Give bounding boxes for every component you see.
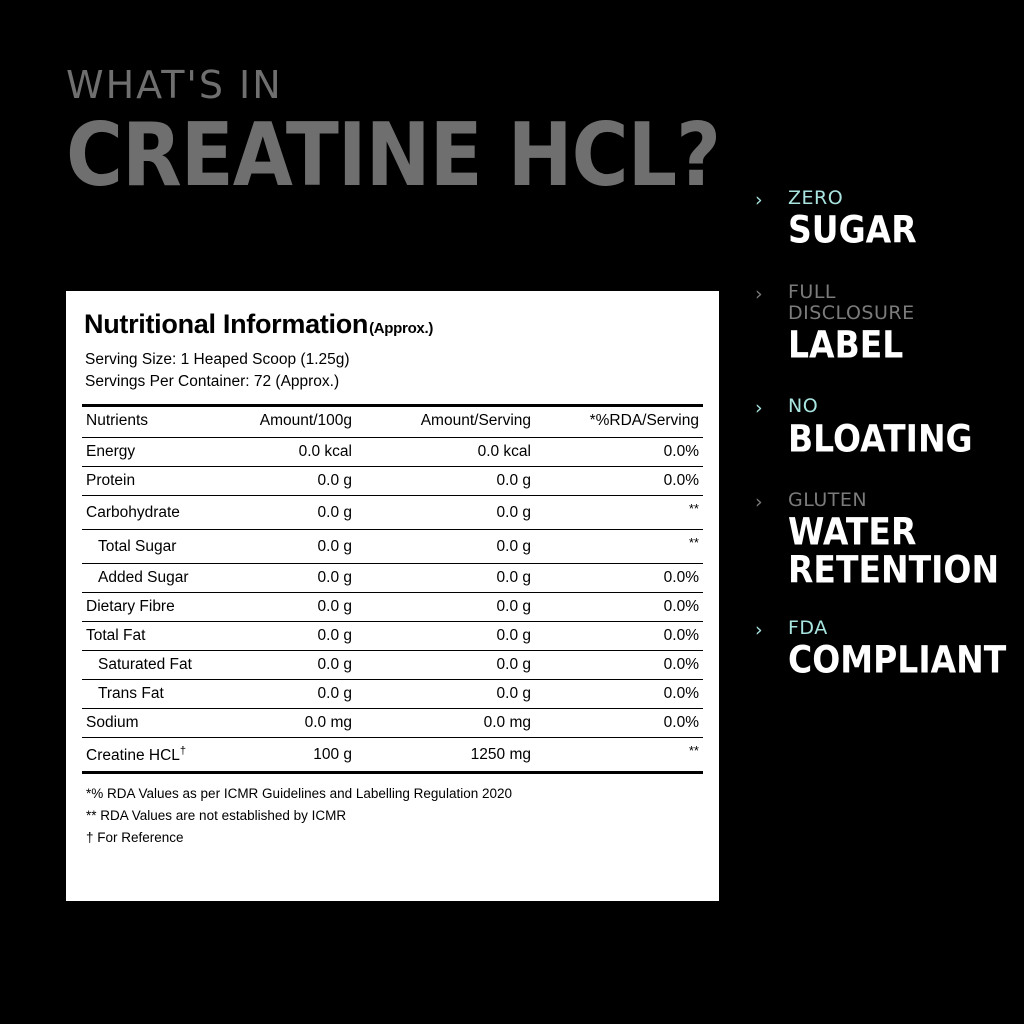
nutrient-amount-serving: 0.0 g bbox=[378, 622, 553, 651]
nutrient-amount-100g: 100 g bbox=[213, 738, 378, 773]
column-header-rda-serving: *%RDA/Serving bbox=[553, 405, 703, 437]
chevron-right-icon: › bbox=[755, 282, 763, 305]
nutrient-amount-100g: 0.0 g bbox=[213, 564, 378, 593]
column-header-amount-100g: Amount/100g bbox=[213, 405, 378, 437]
feature-qualifier: NO bbox=[788, 395, 819, 418]
column-header-nutrients: Nutrients bbox=[82, 405, 213, 437]
feature-item bbox=[755, 395, 1005, 461]
nutrition-panel-title-text: Nutritional Information bbox=[84, 309, 369, 339]
feature-headline: BLOATING bbox=[788, 416, 973, 461]
feature-qualifier: GLUTEN bbox=[788, 489, 868, 511]
nutrient-rda: ** bbox=[553, 530, 703, 564]
feature-item bbox=[755, 187, 1005, 252]
chevron-right-icon: › bbox=[755, 491, 763, 513]
nutrient-amount-100g: 0.0 g bbox=[213, 530, 378, 564]
nutrition-panel-title bbox=[82, 309, 703, 340]
nutrient-amount-serving: 0.0 g bbox=[378, 530, 553, 564]
nutrient-amount-serving: 0.0 g bbox=[378, 564, 553, 593]
nutrient-rda: ** bbox=[553, 738, 703, 773]
nutrient-name: Energy bbox=[82, 437, 213, 466]
serving-size: Serving Size: 1 Heaped Scoop (1.25g) bbox=[85, 351, 350, 368]
servings-per-container: Servings Per Container: 72 (Approx.) bbox=[85, 373, 340, 391]
feature-qualifier: ZERO bbox=[788, 187, 844, 209]
nutrient-rda: 0.0% bbox=[553, 437, 703, 466]
footnote-for-reference: † For Reference bbox=[86, 830, 184, 846]
page-title-line2: CREATINE HCL? bbox=[66, 104, 721, 207]
feature-headline: SUGAR bbox=[788, 207, 917, 252]
feature-item bbox=[755, 280, 1005, 367]
feature-list bbox=[755, 188, 1005, 711]
table-row bbox=[82, 709, 703, 738]
table-row bbox=[82, 651, 703, 680]
nutrient-amount-serving: 0.0 g bbox=[378, 593, 553, 622]
chevron-right-icon: › bbox=[755, 397, 763, 420]
table-row bbox=[82, 593, 703, 622]
nutrient-rda: 0.0% bbox=[553, 651, 703, 680]
chevron-right-icon: › bbox=[755, 618, 763, 641]
chevron-right-icon: › bbox=[755, 189, 763, 211]
nutrient-name: Dietary Fibre bbox=[82, 593, 213, 622]
table-row bbox=[82, 530, 703, 564]
table-row bbox=[82, 495, 703, 529]
table-row bbox=[82, 738, 703, 773]
nutrition-panel-title-approx: (Approx.) bbox=[369, 320, 434, 337]
nutrient-name: Protein bbox=[82, 466, 213, 495]
column-header-amount-serving: Amount/Serving bbox=[378, 405, 553, 437]
table-row bbox=[82, 622, 703, 651]
serving-info bbox=[82, 349, 703, 394]
footnotes bbox=[82, 783, 703, 849]
nutrient-name: Carbohydrate bbox=[82, 495, 213, 529]
nutrient-rda: ** bbox=[553, 495, 703, 529]
nutrient-name: Saturated Fat bbox=[82, 651, 213, 680]
nutrient-rda: 0.0% bbox=[553, 593, 703, 622]
feature-headline: WATER RETENTION bbox=[788, 509, 1000, 593]
nutrient-amount-100g: 0.0 g bbox=[213, 622, 378, 651]
nutrient-amount-100g: 0.0 g bbox=[213, 466, 378, 495]
page-title bbox=[66, 63, 721, 207]
nutrient-amount-serving: 0.0 g bbox=[378, 651, 553, 680]
nutrient-rda: 0.0% bbox=[553, 622, 703, 651]
nutrient-name: Total Sugar bbox=[82, 530, 213, 564]
footnote-rda-icmr: *% RDA Values as per ICMR Guidelines and Labelling Regulation 2020 bbox=[86, 786, 513, 802]
table-row bbox=[82, 466, 703, 495]
nutrient-rda: 0.0% bbox=[553, 680, 703, 709]
feature-item bbox=[755, 489, 1005, 593]
feature-headline: COMPLIANT bbox=[788, 637, 1007, 682]
nutrient-amount-100g: 0.0 g bbox=[213, 495, 378, 529]
feature-qualifier: FULL DISCLOSURE bbox=[788, 280, 915, 324]
nutrient-name: Sodium bbox=[82, 709, 213, 738]
footnote-rda-not-established: ** RDA Values are not established by ICMR bbox=[86, 808, 347, 824]
nutrient-name: Total Fat bbox=[82, 622, 213, 651]
nutrient-rda: 0.0% bbox=[553, 466, 703, 495]
nutrition-table bbox=[82, 404, 703, 774]
nutrient-amount-serving: 0.0 mg bbox=[378, 709, 553, 738]
table-row bbox=[82, 680, 703, 709]
feature-item bbox=[755, 616, 1007, 682]
nutrient-name: Trans Fat bbox=[82, 680, 213, 709]
table-row bbox=[82, 564, 703, 593]
nutrient-rda: 0.0% bbox=[553, 709, 703, 738]
nutrient-name: Added Sugar bbox=[82, 564, 213, 593]
nutrient-amount-serving: 0.0 g bbox=[378, 495, 553, 529]
table-header-row bbox=[82, 405, 703, 437]
nutrient-amount-100g: 0.0 kcal bbox=[213, 437, 378, 466]
table-row bbox=[82, 437, 703, 466]
nutrient-amount-100g: 0.0 g bbox=[213, 593, 378, 622]
feature-headline: LABEL bbox=[788, 322, 904, 367]
nutrient-amount-100g: 0.0 mg bbox=[213, 709, 378, 738]
nutrition-panel bbox=[66, 291, 719, 901]
nutrient-rda: 0.0% bbox=[553, 564, 703, 593]
nutrient-amount-100g: 0.0 g bbox=[213, 651, 378, 680]
nutrient-name: Creatine HCL† bbox=[82, 738, 213, 773]
nutrient-amount-serving: 1250 mg bbox=[378, 738, 553, 773]
nutrient-amount-serving: 0.0 g bbox=[378, 466, 553, 495]
feature-qualifier: FDA bbox=[788, 616, 828, 639]
nutrient-amount-serving: 0.0 g bbox=[378, 680, 553, 709]
page-title-line1: WHAT'S IN bbox=[66, 63, 283, 107]
nutrient-amount-serving: 0.0 kcal bbox=[378, 437, 553, 466]
nutrient-amount-100g: 0.0 g bbox=[213, 680, 378, 709]
